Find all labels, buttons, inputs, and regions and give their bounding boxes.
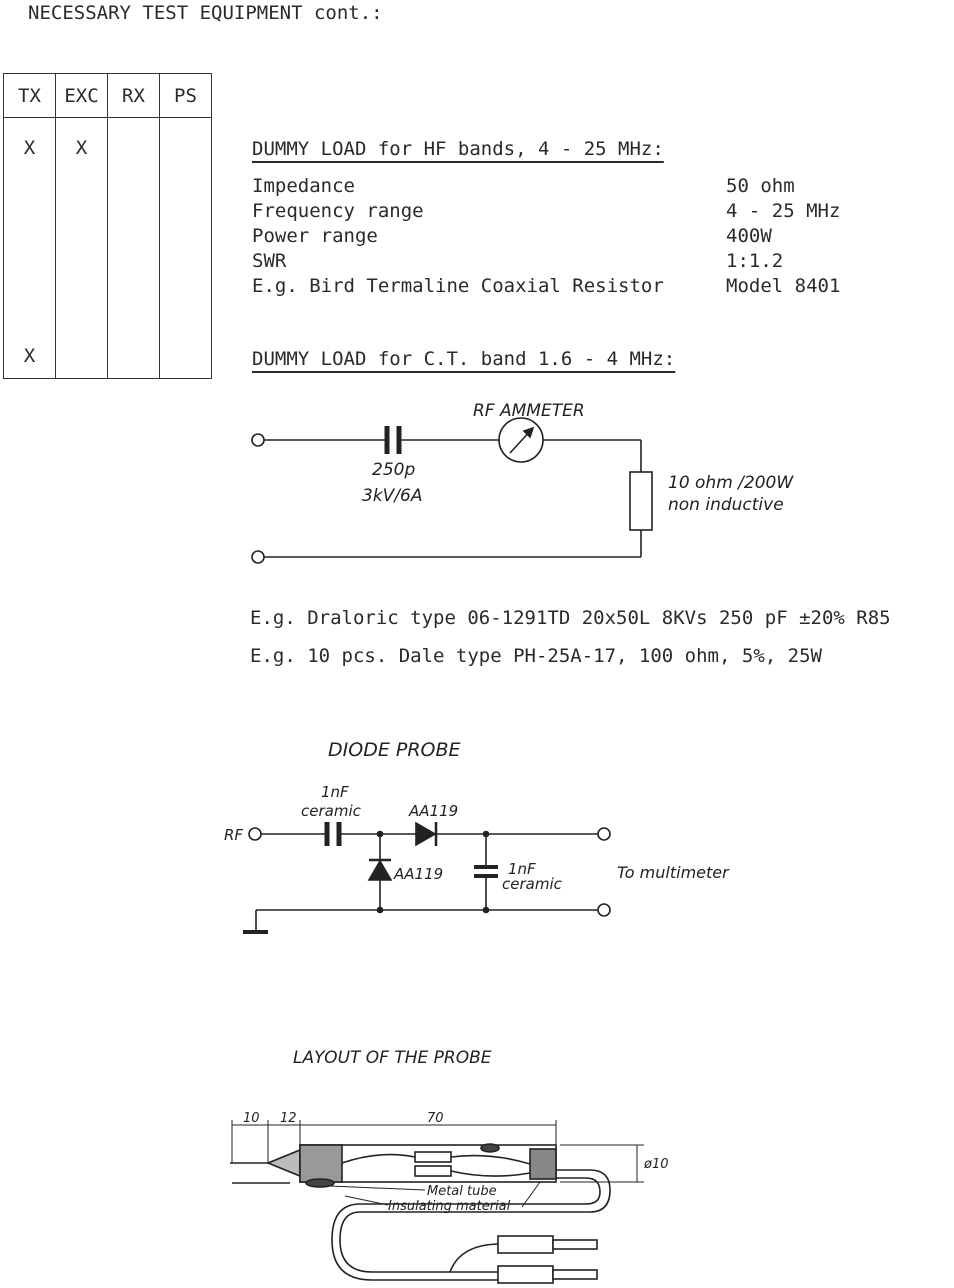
col-ps: PS: [160, 74, 212, 118]
dim-tip-label: 10: [243, 1111, 260, 1126]
cap1-value-label: 1nF: [321, 783, 349, 801]
terminal-icon: [598, 904, 610, 916]
terminal-icon: [598, 828, 610, 840]
dim-taper-label: 12: [280, 1111, 297, 1126]
diode-probe-title: DIODE PROBE: [328, 739, 461, 761]
mark-exc-hf: X: [75, 137, 88, 159]
spec-label: Frequency range: [252, 200, 424, 222]
col-tx: TX: [4, 74, 56, 118]
metal-tube-label: Metal tube: [427, 1184, 497, 1199]
resistor-value-label: 10 ohm /200W: [668, 473, 794, 493]
cap1-type-label: ceramic: [301, 802, 361, 820]
spec-label: SWR: [252, 250, 287, 272]
dim-diameter-label: ø10: [644, 1157, 669, 1172]
page-title: NECESSARY TEST EQUIPMENT cont.:: [28, 2, 383, 24]
plug-icon: [498, 1236, 553, 1253]
mark-tx-hf: X: [23, 137, 36, 159]
insulation-label: Insulating material: [388, 1199, 511, 1214]
spec-label: E.g. Bird Termaline Coaxial Resistor: [252, 275, 664, 297]
resistor-icon: [630, 472, 652, 530]
spec-label: Power range: [252, 225, 378, 247]
rf-input-label: RF: [224, 826, 244, 844]
terminal-icon: [249, 828, 261, 840]
hf-load-heading: DUMMY LOAD for HF bands, 4 - 25 MHz:: [252, 138, 664, 160]
col-exc: EXC: [56, 74, 108, 118]
dim-body-label: 70: [427, 1111, 444, 1126]
diode-icon: [416, 822, 436, 846]
ammeter-icon: [499, 418, 543, 462]
cap2-value-label: 1nF: [508, 860, 536, 878]
ct-example-1: E.g. Draloric type 06-1291TD 20x50L 8KVs 250 pF ±20% R85: [250, 607, 891, 629]
cap-value-label: 250p: [372, 460, 416, 480]
cap2-type-label: ceramic: [502, 875, 562, 893]
ct-example-2: E.g. 10 pcs. Dale type PH-25A-17, 100 ohm, 5%, 25W: [250, 645, 822, 667]
diode-series-label: AA119: [409, 802, 459, 820]
output-label: To multimeter: [617, 863, 729, 882]
spec-value: 1:1.2: [726, 250, 784, 272]
ct-load-heading: DUMMY LOAD for C.T. band 1.6 - 4 MHz:: [252, 348, 676, 370]
spec-value: 400W: [726, 225, 772, 247]
cap-rating-label: 3kV/6A: [362, 486, 423, 506]
spec-value: 50 ohm: [726, 175, 795, 197]
mark-tx-ct: X: [23, 345, 36, 367]
ct-load-circuit: [252, 418, 652, 563]
resistor-note-label: non inductive: [668, 495, 784, 515]
layout-title: LAYOUT OF THE PROBE: [293, 1048, 492, 1068]
col-rx: RX: [108, 74, 160, 118]
spec-label: Impedance: [252, 175, 355, 197]
ammeter-label: RF AMMETER: [473, 401, 585, 421]
diode-shunt-label: AA119: [394, 865, 444, 883]
spec-value: Model 8401: [726, 275, 841, 297]
diode-icon: [369, 860, 391, 880]
spec-value: 4 - 25 MHz: [726, 200, 841, 222]
terminal-icon: [252, 434, 264, 446]
terminal-icon: [252, 551, 264, 563]
plug-icon: [498, 1266, 553, 1283]
